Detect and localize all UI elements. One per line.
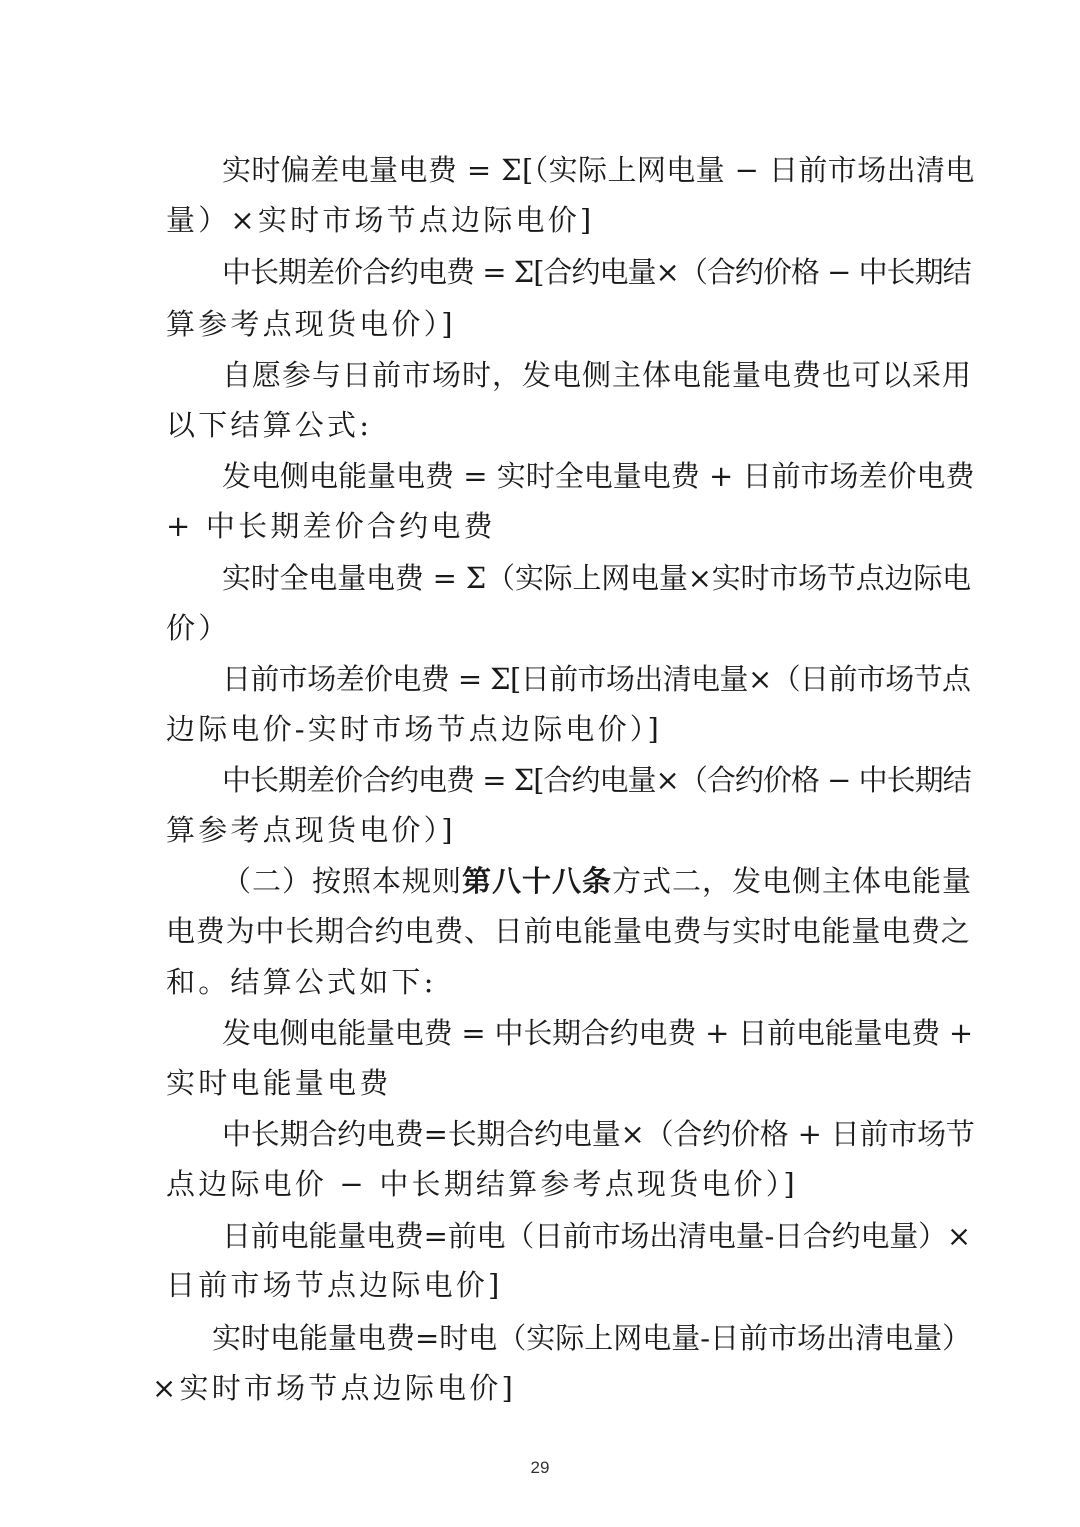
text-line: 自愿参与日前市场时，发电侧主体电能量电费也可以采用 [222,358,973,392]
text-line: 日前电能量电费=前电（日前市场出清电量-日合约电量）× [222,1219,971,1253]
text-line: 实时电能量电费=时电（实际上网电量-日前市场出清电量） [212,1321,972,1355]
text-line: 中长期差价合约电费 = Σ[合约电量×（合约价格 − 中长期结 [222,255,971,289]
text-line: 算参考点现货电价）] [166,813,456,847]
text-line: 以下结算公式: [166,408,373,442]
text-line: 发电侧电能量电费 = 实时全电量电费 + 日前市场差价电费 [222,459,975,493]
text-line: 实时电能量电费 [166,1066,392,1100]
text-line: 点边际电价 − 中长期结算参考点现货电价）] [166,1167,798,1201]
text-line: 量）×实时市场节点边际电价] [166,203,595,237]
page-number: 29 [530,1458,550,1477]
text-line: 发电侧电能量电费 = 中长期合约电费 + 日前电能量电费 + [222,1016,973,1050]
text-line: 电费为中长期合约电费、日前电能量电费与实时电能量电费之 [166,914,971,948]
text-line: 中长期合约电费=长期合约电量×（合约价格 + 日前市场节 [222,1117,975,1151]
article-reference: 第八十八条 [462,864,613,898]
text-line-with-article-ref [222,861,972,901]
text-line: 日前市场节点边际电价] [166,1268,503,1302]
text-line: 实时偏差电量电费 = Σ[（实际上网电量 − 日前市场出清电 [222,153,975,187]
text-line: 实时全电量电费 = Σ（实际上网电量×实时市场节点边际电 [222,561,971,595]
text-line: 和。结算公式如下: [166,965,437,999]
text-segment: （二）按照本规则 [222,864,463,898]
text-segment: 方式二，发电侧主体电能量 [612,864,973,898]
text-line: + 中长期差价合约电费 [166,509,496,543]
text-line: 边际电价-实时市场节点边际电价）] [166,712,663,746]
text-line: 日前市场差价电费 = Σ[日前市场出清电量×（日前市场节点 [222,662,971,696]
text-line: ×实时市场节点边际电价] [152,1371,517,1405]
text-line: 中长期差价合约电费 = Σ[合约电量×（合约价格 − 中长期结 [222,763,971,797]
text-line: 算参考点现货电价）] [166,307,456,341]
text-line: 价） [166,611,231,645]
